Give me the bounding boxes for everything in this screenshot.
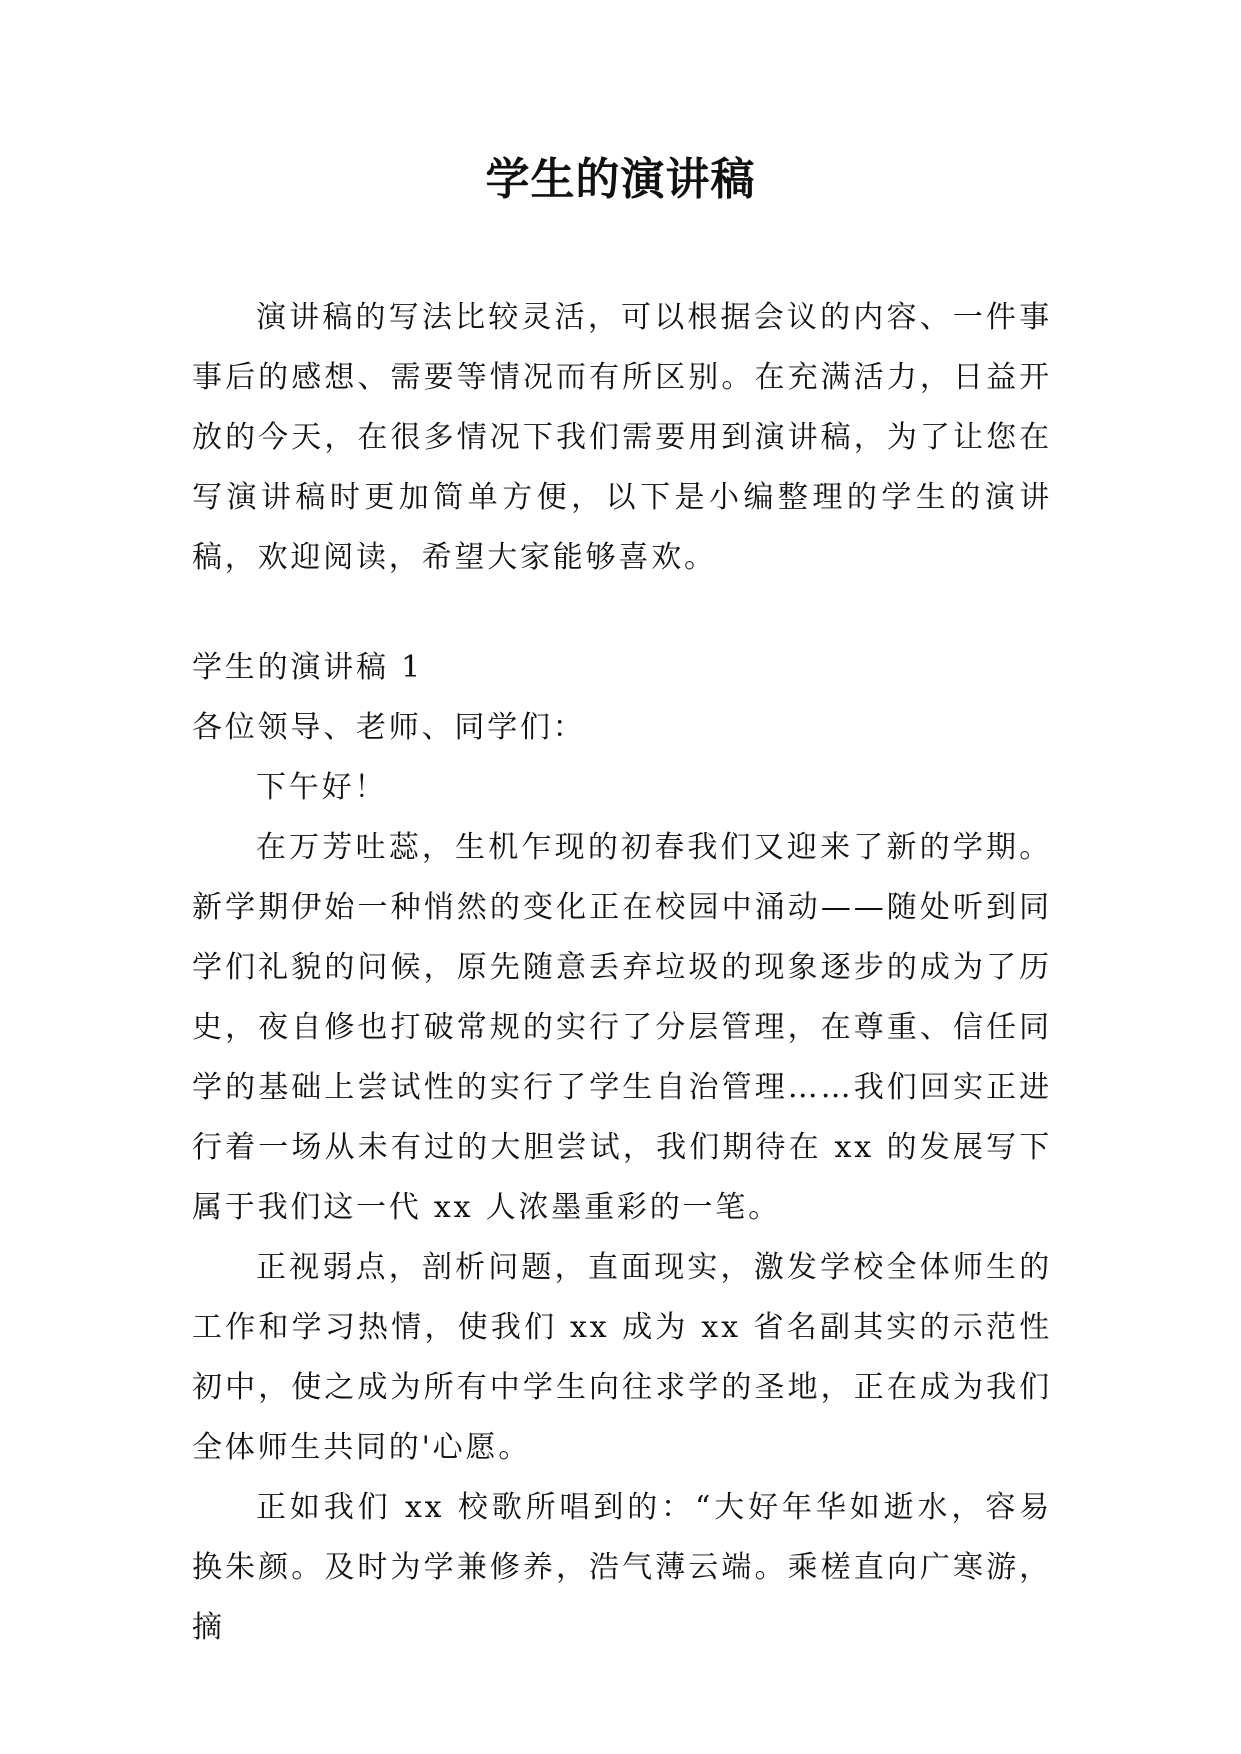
intro-paragraph: 演讲稿的写法比较灵活，可以根据会议的内容、一件事事后的感想、需要等情况而有所区别。在充满活力，日益开放的今天，在很多情况下我们需要用到演讲稿，为了让您在写演讲稿时更加简单方便，以下是小编整理的学生的演讲稿，欢迎阅读，希望大家能够喜欢。 <box>192 300 1052 575</box>
body-paragraph-2: 正视弱点，剖析问题，直面现实，激发学校全体师生的工作和学习热情，使我们 xx 成为 xx 省名副其实的示范性初中，使之成为所有中学生向往求学的圣地，正在成为我们全体师生共同的'心愿。 <box>192 1250 1052 1465</box>
section-heading: 学生的演讲稿 1 <box>192 650 424 685</box>
document-body <box>192 288 1052 1658</box>
document-title: 学生的演讲稿 <box>485 154 756 205</box>
body-paragraph-1: 在万芳吐蕊，生机乍现的初春我们又迎来了新的学期。新学期伊始一种悄然的变化正在校园中涌动——随处听到同学们礼貌的问候，原先随意丢弃垃圾的现象逐步的成为了历史，夜自修也打破常规的实行了分层管理，在尊重、信任同学的基础上尝试性的实行了学生自治管理……我们回实正进行着一场从未有过的大胆尝试，我们期待在 xx 的发展写下属于我们这一代 xx 人浓墨重彩的一笔。 <box>192 830 1052 1225</box>
greeting: 下午好！ <box>256 770 388 805</box>
section-spacer <box>192 588 1052 638</box>
body-paragraph-3: 正如我们 xx 校歌所唱到的：“大好年华如逝水，容易换朱颜。及时为学兼修养，浩气薄云端。乘槎直向广寒游，摘 <box>192 1490 1052 1645</box>
salutation: 各位领导、老师、同学们： <box>192 710 586 745</box>
